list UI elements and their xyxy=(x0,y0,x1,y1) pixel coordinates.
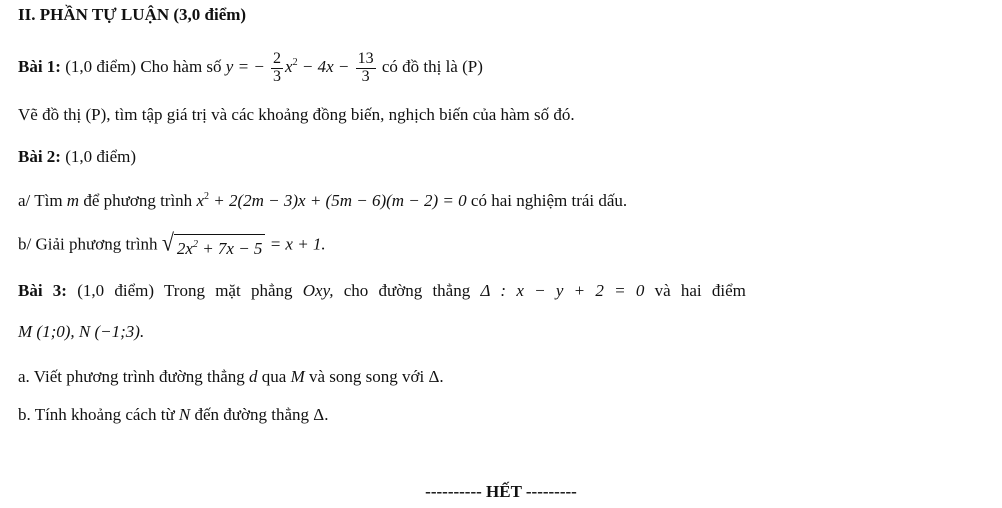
bai3-label: Bài 3: xyxy=(18,281,67,300)
bai2-a-prefix: a/ Tìm xyxy=(18,191,63,210)
radicand-part: + 7x − 5 xyxy=(197,239,263,258)
bai3-part-b xyxy=(18,404,328,426)
bai1-x: x xyxy=(285,57,293,76)
bai1-mid: − 4x − xyxy=(297,57,350,76)
bai3-a-tail: và song song với Δ. xyxy=(309,367,444,386)
bai1-statement xyxy=(18,44,483,86)
square-root xyxy=(161,228,266,259)
bai3-text2: cho đường thẳng xyxy=(343,281,471,300)
bai2-a-eq-2: + 2(2m − 3)x + (5m − 6)(m − 2) = 0 xyxy=(208,191,467,210)
bai3-text3: và hai điểm xyxy=(654,281,746,300)
bai2-a-tail: có hai nghiệm trái dấu. xyxy=(470,191,628,210)
radical-sign-icon: √ xyxy=(161,228,174,256)
bai3-points-line: M (1;0), N (−1;3). xyxy=(18,322,145,341)
bai2-a-var: m xyxy=(66,191,80,210)
bai3-a-mid: qua xyxy=(261,367,287,386)
bai2-part-a xyxy=(18,186,627,212)
bai1-tail: có đồ thị là (P) xyxy=(381,57,483,76)
radicand-exponent: 2 xyxy=(192,239,198,250)
fraction-numerator: 13 xyxy=(357,49,374,67)
fraction-denominator: 3 xyxy=(273,67,282,85)
radicand-part: 2x xyxy=(176,239,193,258)
bai3-part-a xyxy=(18,366,444,388)
bai3-oxy: Oxy, xyxy=(302,281,334,300)
bai2-points: (1,0 điểm) xyxy=(65,147,137,166)
bai2-a-exponent: 2 xyxy=(203,191,209,202)
fraction-denominator: 3 xyxy=(361,67,370,85)
bai3-b-N: N xyxy=(178,405,191,424)
bai1-label: Bài 1: xyxy=(18,57,61,76)
bai3-a-text: a. Viết phương trình đường thẳng xyxy=(18,367,245,386)
bai1-task: Vẽ đồ thị (P), tìm tập giá trị và các khoảng đồng biến, nghịch biến của hàm số đó. xyxy=(18,105,575,124)
bai3-statement xyxy=(18,280,746,302)
end-marker: ---------- HẾT --------- xyxy=(425,482,577,501)
bai2-part-b xyxy=(18,228,326,259)
radicand xyxy=(174,234,266,259)
section-title: II. PHẦN TỰ LUẬN (3,0 điểm) xyxy=(18,5,247,24)
bai2-a-eq-1: x xyxy=(196,191,204,210)
bai1-exponent: 2 xyxy=(292,57,298,68)
bai2-a-mid: để phương trình xyxy=(83,191,193,210)
bai2-heading xyxy=(18,146,136,168)
bai3-a-M: M xyxy=(290,367,305,386)
bai3-text1: Trong mặt phẳng xyxy=(164,281,293,300)
bai3-b-tail: đến đường thẳng Δ. xyxy=(194,405,329,424)
fraction-numerator: 2 xyxy=(273,49,282,67)
bai2-label: Bài 2: xyxy=(18,147,61,166)
fraction-13-3 xyxy=(356,51,376,86)
bai2-b-rhs: = x + 1. xyxy=(265,234,326,254)
bai3-points: (1,0 điểm) xyxy=(77,281,155,300)
bai2-b-prefix: b/ Giải phương trình xyxy=(18,234,158,254)
bai3-b-text: b. Tính khoảng cách từ xyxy=(18,405,175,424)
bai3-a-d: d xyxy=(249,367,258,386)
bai1-intro: Cho hàm số xyxy=(140,57,222,76)
bai1-points: (1,0 điểm) xyxy=(65,57,137,76)
fraction-2-3 xyxy=(271,51,283,86)
bai3-line-eq: Δ : x − y + 2 = 0 xyxy=(480,281,645,300)
bai1-y-eq: y = − xyxy=(225,57,265,76)
